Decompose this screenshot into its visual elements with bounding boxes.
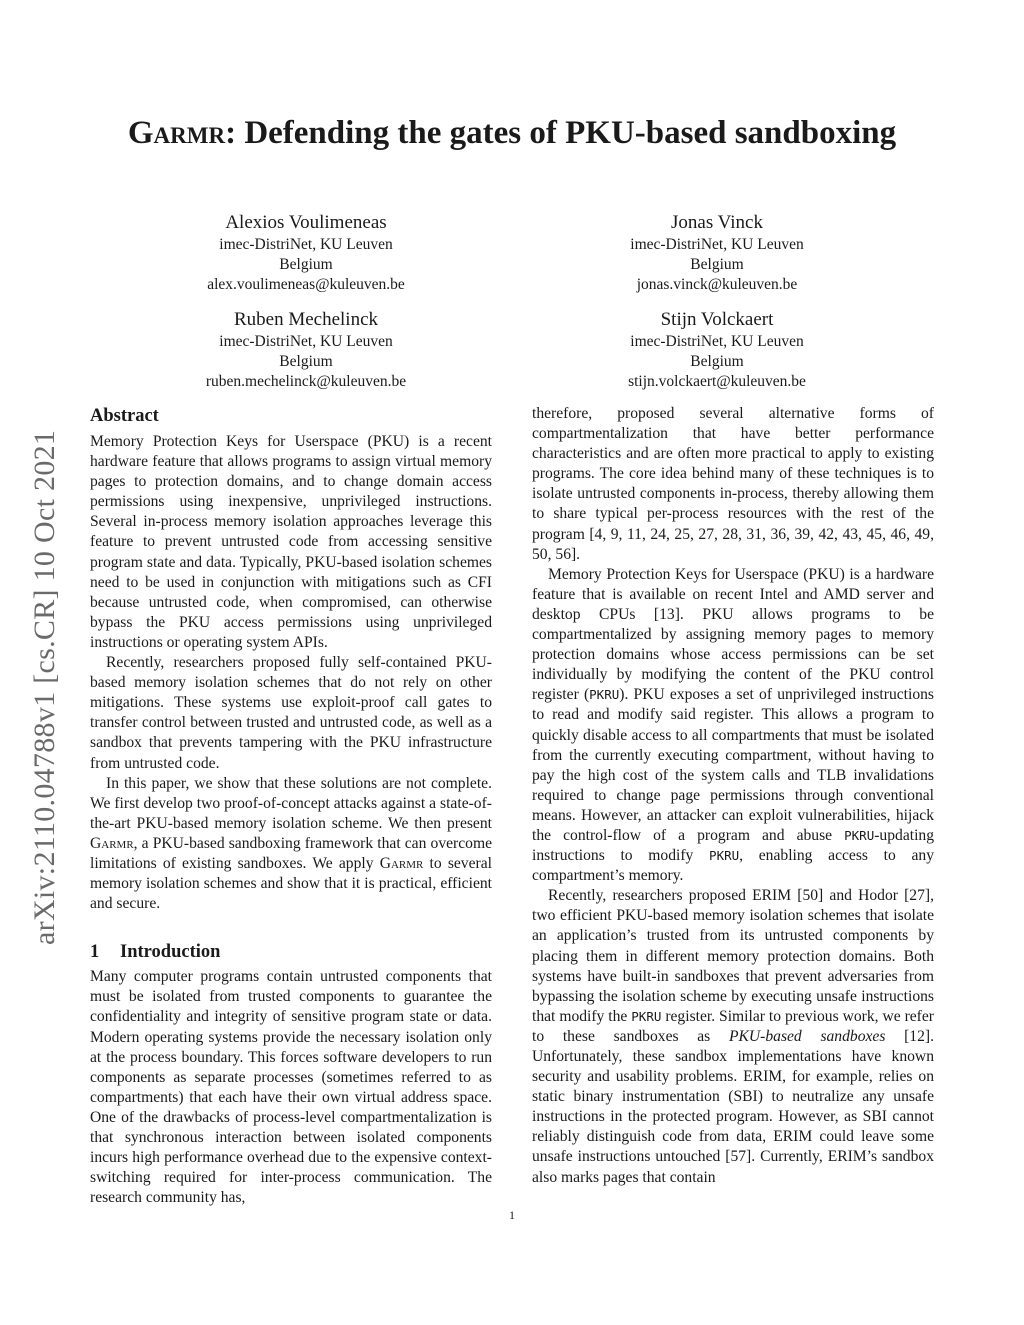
author-country: Belgium	[279, 256, 333, 273]
author-name: Alexios Voulimeneas	[225, 212, 387, 233]
author-block	[141, 308, 471, 392]
register-name: PKRU	[844, 827, 875, 843]
text-run: , enabling access to any compartment’s memory.	[532, 847, 935, 885]
author-name: Jonas Vinck	[671, 212, 763, 233]
text-run: Recently, researchers proposed ERIM [50] and Hodor [27], two efficient PKU-based memory isolation schemes that isolate an application’s trusted from its untrusted components by placing them in different memory protection domains. Both systems have built-in sandboxes that prevent adversaries from bypassing the isolation scheme by executing unsafe instructions that modify the	[532, 887, 934, 1025]
title-text: : Defending the gates of PKU-based sandboxing	[225, 115, 897, 151]
author-block	[552, 211, 882, 295]
register-name: PKRU	[589, 687, 620, 703]
abstract-paragraph	[90, 774, 492, 915]
text-run: Memory Protection Keys for Userspace (PKU) is a hardware feature that is available on recent Intel and AMD server and desktop CPUs [13]. PKU allows programs to be compartmentalized by assigning memory pages to memory protection domains whose access permissions can be set individually by modifying the content of the PKU control register (	[532, 565, 934, 704]
author-email: stijn.volckaert@kuleuven.be	[628, 373, 806, 390]
author-name: Stijn Volckaert	[660, 309, 774, 330]
author-block	[552, 308, 882, 392]
section-heading	[90, 940, 492, 964]
paper-title	[120, 112, 904, 154]
author-email: ruben.mechelinck@kuleuven.be	[205, 373, 407, 390]
text-run: , a PKU-based sandboxing framework that can overcome limitations of existing sandboxes. We apply	[90, 834, 492, 872]
author-affiliation: imec-DistriNet, KU Leuven	[219, 333, 393, 350]
body-paragraph: Many computer programs contain untrusted components that must be isolated from trusted components to guarantee the confidentiality and integrity of sensitive program state or data. Modern operating systems provide the necessary isolation only at the process boundary. This forces software developers to run components as separate processes (sometimes referred to as compartments) that each have their own virtual address space. One of the drawbacks of process-level compartmentalization is that synchronous interaction between isolated components incurs high performance overhead due to the expensive context-switching required for inter-process communication. The research community has,	[90, 968, 492, 1207]
system-name: Garmr	[90, 834, 134, 852]
body-paragraph	[532, 565, 934, 887]
author-email: jonas.vinck@kuleuven.be	[636, 276, 798, 293]
text-run: register. Similar to previous work, we refer to these sandboxes as	[532, 1007, 934, 1045]
text-run: In this paper, we show that these solutions are not complete. We first develop two proof-of-concept attacks against a state-of-the-art PKU-based memory isolation scheme. We then present	[90, 774, 492, 832]
register-name: PKRU	[709, 848, 740, 864]
author-country: Belgium	[279, 353, 333, 370]
body-paragraph	[532, 886, 934, 1187]
emphasis: PKU-based sandboxes	[728, 1027, 886, 1045]
right-column	[532, 404, 934, 1188]
text-run: to several memory isolation schemes and show that it is practical, efficient and secure.	[90, 854, 492, 913]
arxiv-identifier: arXiv:2110.04788v1 [cs.CR] 10 Oct 2021	[28, 429, 61, 945]
page-number: 1	[509, 1208, 515, 1222]
abstract-heading: Abstract	[90, 406, 159, 426]
author-country: Belgium	[690, 353, 744, 370]
author-email: alex.voulimeneas@kuleuven.be	[207, 276, 405, 293]
abstract-paragraph: Memory Protection Keys for Userspace (PKU) is a recent hardware feature that allows programs to assign virtual memory pages to protection domains, and to change domain access permissions using inexpensive, unprivileged instructions. Several in-process memory isolation approaches leverage this feature to prevent untrusted code from accessing sensitive program state and data. Typically, PKU-based isolation schemes need to be used in conjunction with mitigations such as CFI because untrusted code, when compromised, can otherwise bypass the PKU access permissions using unprivileged instructions or operating system APIs.	[90, 433, 492, 651]
system-name: Garmr	[379, 854, 424, 872]
body-paragraph: therefore, proposed several alternative forms of compartmentalization that have better performance characteristics and are often more practical to apply to existing programs. The core idea behind many of these techniques is to isolate untrusted components in-process, thereby allowing them to share typical per-process resources with the rest of the program [4, 9, 11, 24, 25, 27, 28, 31, 36, 39, 42, 43, 45, 46, 49, 50, 56].	[532, 405, 934, 563]
register-name: PKRU	[631, 1008, 662, 1024]
text-run: -updating instructions to modify	[532, 826, 934, 865]
section-title: Introduction	[120, 942, 221, 963]
text-run: [12]. Unfortunately, these sandbox implementations have known security and usability problems. ERIM, for example, relies on static binary instrumentation (SBI) to neutralize any unsafe instructions in the protected program. However, as SBI cannot reliably distinguish code from data, ERIM could leave some unsafe instructions untouched [57]. Currently, ERIM’s sandbox also marks pages that contain	[532, 1027, 934, 1186]
author-block	[141, 211, 471, 295]
author-name: Ruben Mechelinck	[233, 309, 379, 330]
text-run: ). PKU exposes a set of unprivileged instructions to read and modify said register. This allows a program to quickly disable access to all compartments that must be isolated from the currently executing compartment, without having to pay the high cost of the system calls and TLB invalidations required to change page permissions through conventional means. However, an attacker can exploit vulnerabilities, hijack the control-flow of a program and abuse	[532, 686, 934, 844]
author-country: Belgium	[690, 256, 744, 273]
system-name: Garmr	[127, 115, 226, 151]
author-affiliation: imec-DistriNet, KU Leuven	[219, 236, 393, 253]
section-number: 1	[90, 942, 100, 963]
left-column	[90, 404, 492, 1208]
abstract-paragraph: Recently, researchers proposed fully self-contained PKU-based memory isolation schemes that do not rely on other mitigations. These systems use exploit-proof call gates to transfer control between trusted and untrusted code, as well as a sandbox that prevents tampering with the PKU infrastructure from untrusted code.	[90, 654, 492, 772]
author-affiliation: imec-DistriNet, KU Leuven	[630, 236, 804, 253]
author-affiliation: imec-DistriNet, KU Leuven	[630, 333, 804, 350]
